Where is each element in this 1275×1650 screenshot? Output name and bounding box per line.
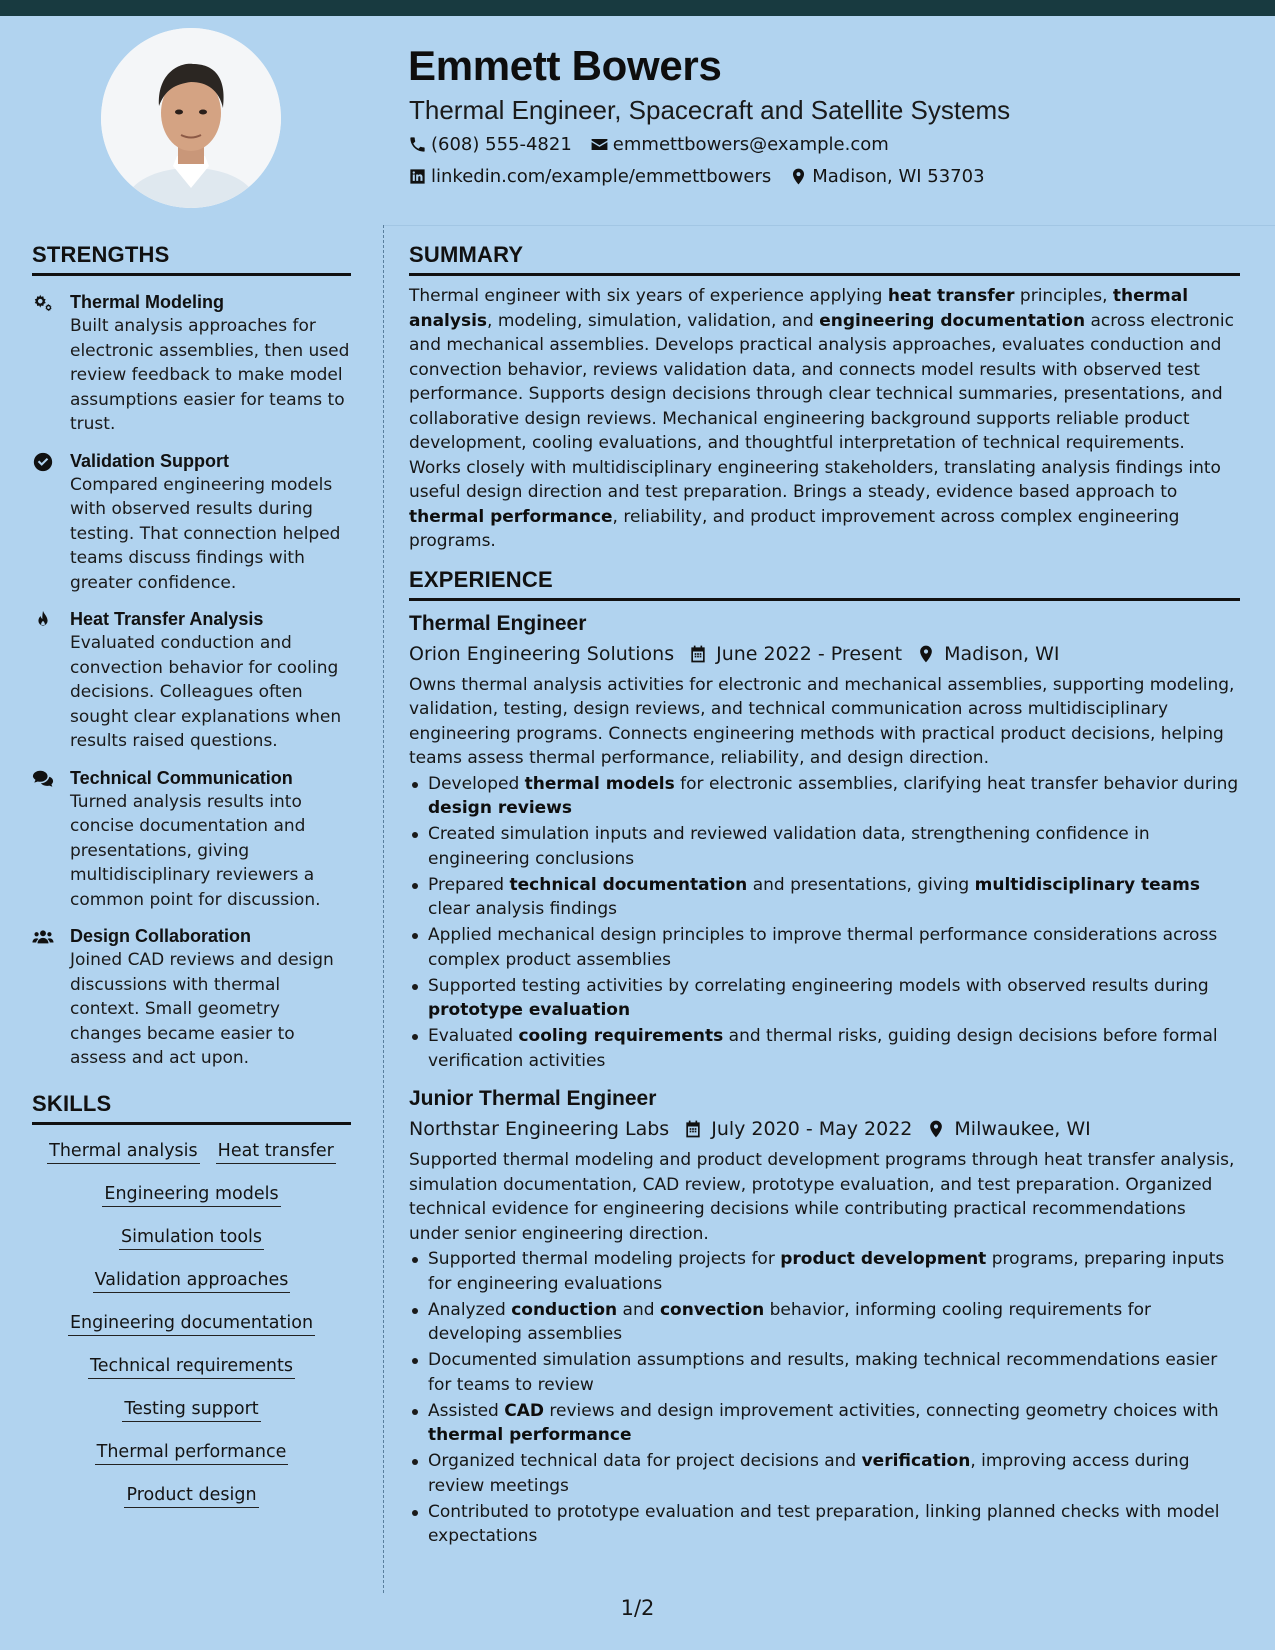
job-location: Milwaukee, WI (954, 1118, 1091, 1140)
skill-tag: Product design (124, 1485, 258, 1508)
left-column (32, 242, 351, 1528)
job-bullets (409, 772, 1240, 1074)
skill-tag: Simulation tools (119, 1227, 264, 1250)
email-contact[interactable] (590, 134, 889, 155)
job-entry (409, 1087, 1240, 1549)
job-company: Orion Engineering Solutions (409, 642, 675, 665)
comments-icon (32, 768, 54, 790)
job-bullet: Organized technical data for project decisions and verification, improving access during review meetings (409, 1449, 1240, 1498)
strength-title: Validation Support (70, 450, 230, 471)
job-dates: June 2022 - Present (716, 642, 903, 665)
column-divider (383, 225, 384, 1593)
gears-icon (32, 292, 54, 314)
job-bullet: Documented simulation assumptions and results, making technical recommendations easier for teams to review (409, 1348, 1240, 1397)
job-entry (409, 612, 1240, 1074)
check-circle-icon (32, 451, 54, 473)
users-icon (32, 926, 54, 948)
job-bullet: Created simulation inputs and reviewed validation data, strengthening confidence in engineering conclusions (409, 822, 1240, 871)
strength-title: Technical Communication (70, 767, 293, 788)
phone-text: (608) 555-4821 (431, 134, 572, 155)
header-divider (383, 225, 1275, 226)
linkedin-contact[interactable] (408, 166, 771, 187)
email-text: emmettbowers@example.com (612, 134, 889, 155)
map-pin-icon (916, 644, 936, 664)
job-bullet: Contributed to prototype evaluation and test preparation, linking planned checks with model expectations (409, 1500, 1240, 1549)
strength-desc: Compared engineering models with observed results during testing. That connection helped teams discuss findings with greater confidence. (70, 474, 341, 593)
strength-title: Heat Transfer Analysis (70, 609, 264, 629)
skill-tag: Validation approaches (93, 1270, 291, 1293)
job-bullet: Supported testing activities by correlating engineering models with observed results during prototype evaluation (409, 974, 1240, 1023)
strength-item (32, 924, 351, 1071)
job-description: Owns thermal analysis activities for electronic and mechanical assemblies, supporting modeling, validation, testing, design reviews, and technical communication across multidisciplinary engineering programs. Connects engineering methods with practical product decisions, helping teams assess thermal performance, reliability, and design direction. (409, 674, 1235, 768)
linkedin-text: linkedin.com/example/emmettbowers (431, 166, 772, 187)
job-bullet: Evaluated cooling requirements and thermal risks, guiding design decisions before formal verification activities (409, 1024, 1240, 1073)
strength-desc: Evaluated conduction and convection behavior for cooling decisions. Colleagues often sought clear explanations when results raised questions. (70, 633, 342, 751)
envelope-icon (590, 135, 609, 154)
job-meta (409, 643, 1240, 665)
skill-tag: Testing support (122, 1399, 260, 1422)
experience-heading: EXPERIENCE (409, 567, 1240, 601)
job-description: Supported thermal modeling and product development programs through heat transfer analysis, simulation documentation, CAD review, prototype evaluation, and test preparation. Organized technical evidence for engineering decisions while contributing practical recommendations under senior engineering direction. (409, 1150, 1235, 1244)
top-bar (0, 0, 1275, 16)
job-title: Thermal Engineer (409, 611, 587, 635)
candidate-name: Emmett Bowers (408, 42, 722, 89)
skill-tag: Heat transfer (216, 1141, 336, 1164)
calendar-icon (683, 1119, 703, 1139)
linkedin-icon (408, 167, 427, 186)
strength-title: Thermal Modeling (70, 292, 225, 312)
location-text: Madison, WI 53703 (812, 166, 985, 187)
skill-tag: Thermal performance (95, 1442, 289, 1465)
skill-tag: Engineering models (102, 1184, 280, 1207)
job-title: Junior Thermal Engineer (409, 1087, 657, 1110)
job-bullet: Prepared technical documentation and presentations, giving multidisciplinary teams clear analysis findings (409, 873, 1240, 922)
skill-tag: Engineering documentation (68, 1313, 315, 1336)
location-contact (789, 166, 984, 187)
strength-item (32, 449, 351, 596)
strength-desc: Built analysis approaches for electronic assemblies, then used review feedback to make model assumptions easier for teams to trust. (70, 316, 350, 434)
job-bullet: Supported thermal modeling projects for product development programs, preparing inputs for engineering evaluations (409, 1247, 1240, 1296)
strength-item (32, 607, 351, 754)
summary-heading: SUMMARY (409, 242, 1240, 276)
job-bullet: Analyzed conduction and convection behavior, informing cooling requirements for developing assemblies (409, 1298, 1240, 1347)
fire-icon (32, 609, 54, 631)
job-bullet: Applied mechanical design principles to improve thermal performance considerations across complex product assemblies (409, 923, 1240, 972)
skills-list (32, 1141, 351, 1528)
strengths-heading: STRENGTHS (32, 242, 351, 276)
job-meta (409, 1118, 1240, 1140)
right-column (409, 242, 1240, 1550)
job-bullets (409, 1247, 1240, 1549)
contact-row-1 (408, 134, 907, 155)
skill-tag: Thermal analysis (47, 1141, 200, 1164)
map-pin-icon (789, 167, 808, 186)
calendar-icon (688, 644, 708, 664)
strength-item (32, 766, 351, 913)
job-location: Madison, WI (944, 642, 1060, 665)
job-bullet: Assisted CAD reviews and design improvement activities, connecting geometry choices with thermal performance (409, 1399, 1240, 1448)
strength-title: Design Collaboration (70, 926, 252, 946)
strengths-list (32, 290, 351, 1071)
phone-icon (408, 135, 427, 154)
job-dates: July 2020 - May 2022 (711, 1118, 913, 1140)
skill-tag: Technical requirements (88, 1356, 295, 1379)
contact-row-2 (408, 166, 1003, 187)
candidate-title: Thermal Engineer, Spacecraft and Satellite Systems (409, 95, 1011, 125)
strength-item (32, 290, 351, 437)
job-company: Northstar Engineering Labs (409, 1118, 670, 1140)
strength-desc: Turned analysis results into concise documentation and presentations, giving multidisciplinary reviewers a common point for discussion. (70, 791, 321, 910)
summary-text: Thermal engineer with six years of experience applying heat transfer principles, thermal analysis, modeling, simulation, validation, and engineering documentation across electronic and mechanical assemblies. Develops practical analysis approaches, evaluates conduction and convection behavior, reviews validation data, and connects model results with observed test performance. Supports design decisions through clear technical summaries, presentations, and collaborative design reviews. Mechanical engineering background supports reliable product development, cooling evaluations, and thoughtful interpretation of technical requirements. Works closely with multidisciplinary engineering stakeholders, translating analysis findings into useful design direction and test preparation. Brings a steady, evidence based approach to thermal performance, reliability, and product improvement across complex engineering programs. (409, 286, 1234, 551)
job-bullet: Developed thermal models for electronic assemblies, clarifying heat transfer behavior during design reviews (409, 772, 1240, 821)
page-number: 1/2 (620, 1596, 655, 1620)
map-pin-icon (926, 1119, 946, 1139)
skills-heading: SKILLS (32, 1091, 351, 1125)
strength-desc: Joined CAD reviews and design discussions with thermal context. Small geometry changes became easier to assess and act upon. (70, 950, 334, 1068)
profile-photo (101, 28, 281, 208)
phone-contact (408, 134, 572, 155)
